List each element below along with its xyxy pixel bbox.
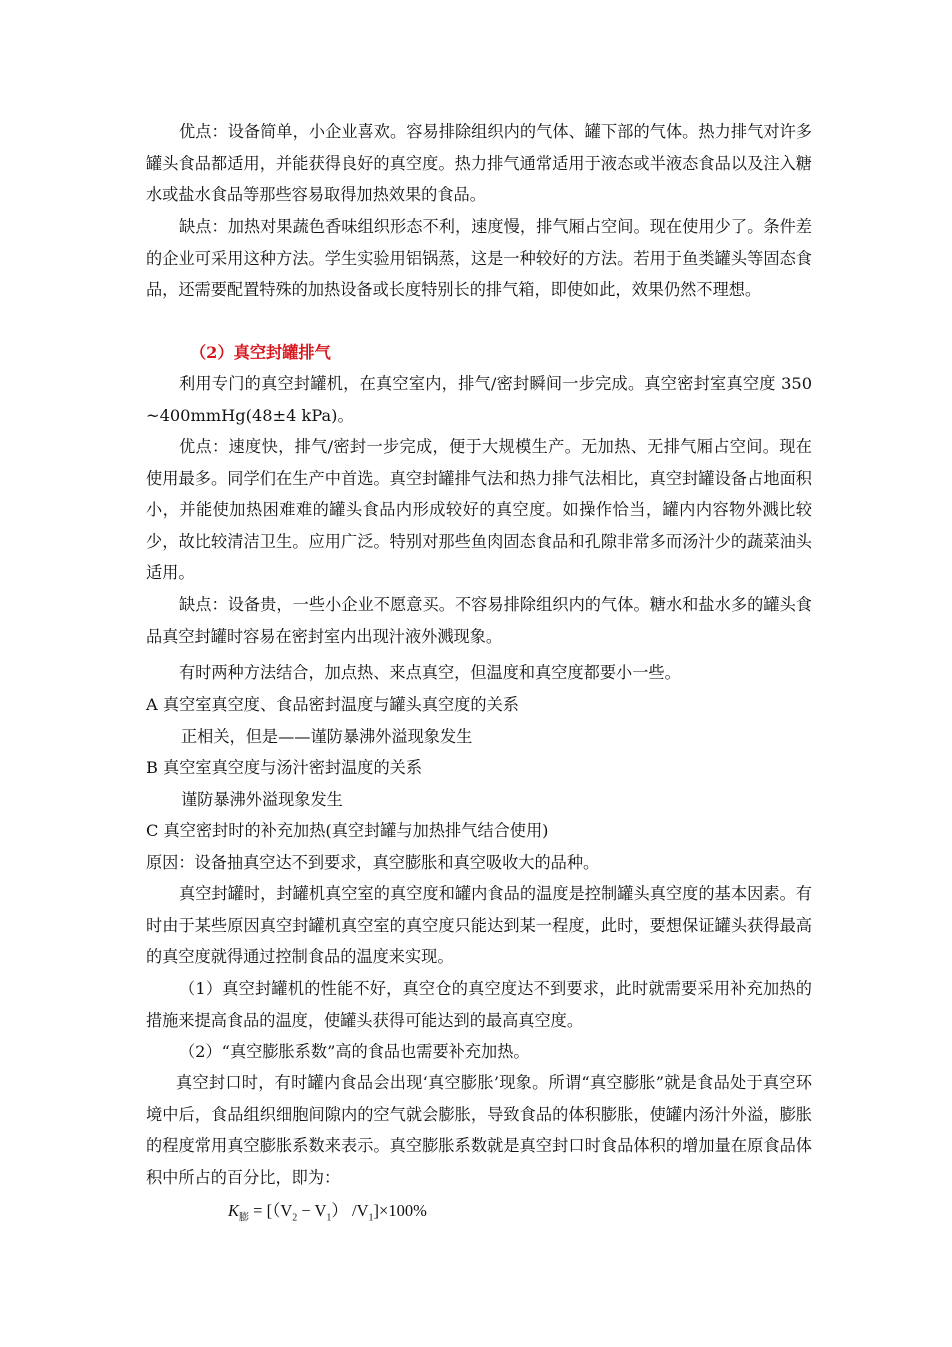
item-c-reason: 原因：设备抽真空达不到要求，真空膨胀和真空吸收大的品种。 (146, 853, 600, 872)
paragraph-advantages-thermal: 优点：设备简单，小企业喜欢。容易排除组织内的气体、罐下部的气体。热力排气对许多罐头食品都适用，并能获得良好的真空度。热力排气通常适用于液态或半液态食品以及注入糖水或盐水食品等那些容易取得加热效果的食品。 (146, 122, 812, 204)
paragraph-disadvantages-vacuum: 缺点：设备贵，一些小企业不愿意买。不容易排除组织内的气体。糖水和盐水多的罐头食品真空封罐时容易在密封室内出现汁液外溅现象。 (146, 595, 812, 646)
formula-subscript: 1 (326, 1212, 332, 1224)
paragraph-control-factors: 真空封罐时，封罐机真空室的真空度和罐内食品的温度是控制罐头真空度的基本因素。有时由于某些原因真空封罐机真空室的真空度只能达到某一程度，此时，要想保证罐头获得最高的真空度就得通过控制食品的温度来实现。 (146, 884, 812, 966)
paragraph-vacuum-expansion: 真空封口时，有时罐内食品会出现‘真空膨胀’现象。所谓“真空膨胀”就是食品处于真空环境中后，食品组织细胞间隙内的空气就会膨胀，导致食品的体积膨胀，使罐内汤汁外溢，膨胀的程度常用真空膨胀系数来表示。真空膨胀系数就是真空封口时食品体积的增加量在原食品体积中所占的百分比，即为： (146, 1073, 812, 1187)
paragraph-reason-two: （2）“真空膨胀系数”高的食品也需要补充加热。 (179, 1042, 530, 1061)
item-a-title: A 真空室真空度、食品密封温度与罐头真空度的关系 (146, 695, 519, 714)
paragraph-advantages-vacuum: 优点：速度快，排气/密封一步完成，便于大规模生产。无加热、无排气厢占空间。现在使用最多。同学们在生产中首选。真空封罐排气法和热力排气法相比，真空封罐设备占地面积小，并能使加热困难难的罐头食品内形成较好的真空度。如操作恰当，罐内内容物外溅比较少，故比较清洁卫生。应用广泛。特别对那些鱼肉固态食品和孔隙非常多而汤汁少的蔬菜油头适用。 (146, 437, 812, 582)
section-heading-vacuum-sealing: （2）真空封罐排气 (190, 343, 331, 362)
formula-part: − V (297, 1201, 327, 1220)
formula-part: = [（V (249, 1201, 293, 1220)
paragraph-reason-one: （1）真空封罐机的性能不好，真空仓的真空度达不到要求，此时就需要采用补充加热的措施来提高食品的温度，使罐头获得可能达到的最高真空度。 (146, 979, 812, 1030)
item-b-text: 谨防暴沸外溢现象发生 (181, 790, 343, 809)
item-c-title: C 真空密封时的补充加热(真空封罐与加热排气结合使用) (146, 821, 549, 840)
paragraph-combined-method: 有时两种方法结合，加点热、来点真空，但温度和真空度都要小一些。 (179, 663, 681, 682)
formula-subscript: 1 (368, 1212, 374, 1224)
item-b-title: B 真空室真空度与汤汁密封温度的关系 (146, 758, 423, 777)
formula-part: ） /V (331, 1201, 369, 1220)
expansion-coefficient-formula (228, 1197, 427, 1223)
formula-k: K (228, 1201, 240, 1220)
formula-part: ]×100% (373, 1201, 427, 1220)
formula-subscript: 2 (292, 1212, 298, 1224)
item-a-text: 正相关，但是——谨防暴沸外溢现象发生 (181, 727, 473, 746)
formula-k-subscript: 膨 (239, 1212, 250, 1224)
paragraph-disadvantages-thermal: 缺点：加热对果蔬色香味组织形态不利，速度慢，排气厢占空间。现在使用少了。条件差的企业可采用这种方法。学生实验用铝锅蒸，这是一种较好的方法。若用于鱼类罐头等固态食品，还需要配置特殊的加热设备或长度特别长的排气箱，即使如此，效果仍然不理想。 (146, 217, 812, 299)
paragraph-vacuum-sealing-intro: 利用专门的真空封罐机，在真空室内，排气/密封瞬间一步完成。真空密封室真空度 350~400mmHg(48±4 kPa)。 (146, 374, 812, 425)
